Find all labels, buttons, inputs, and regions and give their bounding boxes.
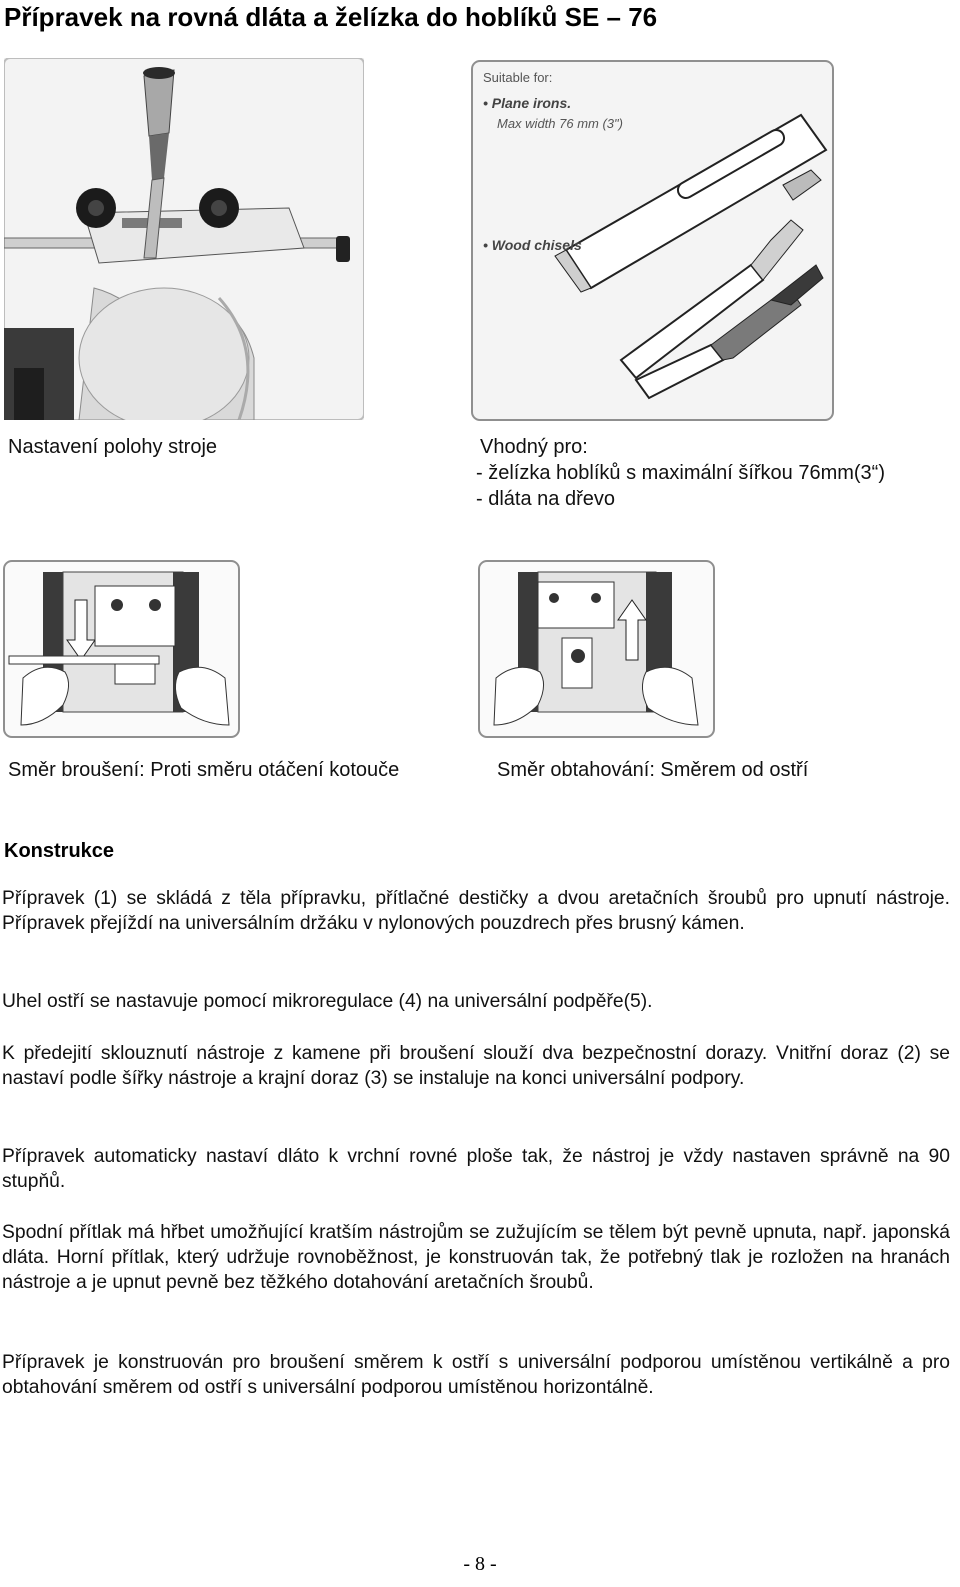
- inset-item-plane-irons: • Plane irons.: [483, 95, 572, 111]
- suitable-caption-line-2: - dláta na dřevo: [476, 488, 615, 510]
- paragraph: Uhel ostří se nastavuje pomocí mikroregulace (4) na universální podpěře(5).: [2, 991, 653, 1012]
- grinding-caption: Směr broušení: Proti směru otáčení kotouče: [8, 759, 400, 781]
- grinding-diagram: [3, 560, 240, 738]
- paragraph: Spodní přítlak má hřbet umožňující kratším nástrojům se zužujícím se tělem být pevně upnuta, např. japonská dláta. Horní přítlak, který udržuje rovnoběžnost, je konstruován tak, že potřebný tlak je rozložen na hranách nástroje a je upnut pevně bez těžkého dotahování aretačních šroubů.: [2, 1222, 950, 1293]
- suitable-caption-title: Vhodný pro:: [480, 436, 588, 458]
- page-number: - 8 -: [463, 1553, 497, 1575]
- inset-heading: Suitable for:: [483, 70, 553, 85]
- paragraph: Přípravek je konstruován pro broušení směrem k ostří s universální podporou umístěnou vertikálně a pro obtahování směrem od ostří s universální podporou umístěnou horizontálně.: [2, 1352, 950, 1398]
- paragraph: Přípravek automaticky nastaví dláto k vrchní rovné ploše tak, že nástroj je vždy nastaven správně na 90 stupňů.: [2, 1146, 950, 1192]
- jig-on-grinder-illustration: [4, 58, 364, 420]
- grinding-direction-illustration: [3, 560, 240, 738]
- section-heading: Konstrukce: [4, 840, 115, 862]
- suitable-caption-line-1: - želízka hoblíků s maximální šířkou 76mm(3“): [476, 462, 886, 484]
- inset-item-wood-chisels: • Wood chisels: [483, 237, 582, 253]
- page-title: Přípravek na rovná dláta a želízka do hoblíků SE – 76: [4, 2, 658, 32]
- tools-illustration: [471, 60, 834, 421]
- honing-diagram: [478, 560, 715, 738]
- machine-photo: [4, 58, 364, 420]
- suitable-for-illustration: [471, 60, 834, 421]
- honing-caption: Směr obtahování: Směrem od ostří: [497, 759, 809, 781]
- honing-direction-illustration: [478, 560, 715, 738]
- machine-caption: Nastavení polohy stroje: [8, 436, 218, 458]
- paragraph: K předejití sklouznutí nástroje z kamene při broušení slouží dva bezpečnostní dorazy. Vnitřní doraz (2) se nastaví podle šířky nástroje a krajní doraz (3) se instaluje na konci universální podpory.: [2, 1043, 950, 1089]
- inset-item-plane-irons-detail: Max width 76 mm (3"): [497, 116, 623, 131]
- paragraph: Přípravek (1) se skládá z těla přípravku, přítlačné destičky a dvou aretačních šroubů pro upnutí nástroje. Přípravek přejíždí na universálním držáku v nylonových pouzdrech přes brusný kámen.: [2, 888, 950, 934]
